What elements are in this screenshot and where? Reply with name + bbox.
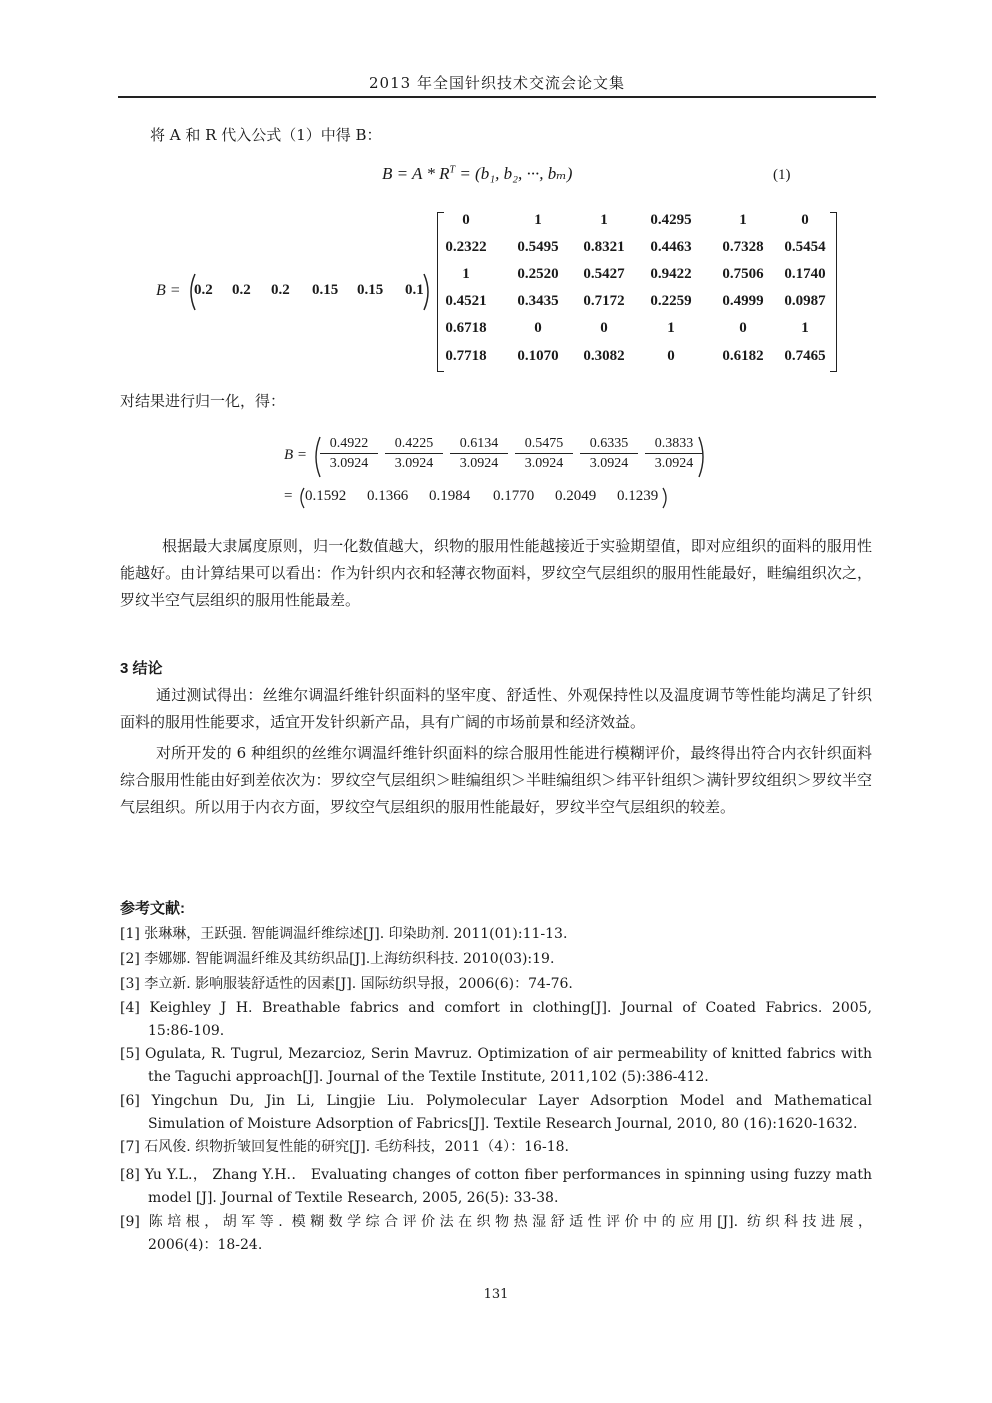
fraction-numerator: 0.4225 [385,436,443,454]
fraction-numerator: 0.4922 [320,436,378,454]
matrix-cell: 0.6718 [445,320,487,336]
reference-continuation: Simulation of Moisture Adsorption of Fabrics[J]. Textile Research Journal, 2010, 80 (16):1620-1632. [148,1116,858,1132]
reference-item [120,1136,872,1159]
matrix-cell: 0.1740 [784,266,826,282]
row-vector-entry: 0.2 [194,282,213,298]
fraction-numerator: 0.6134 [450,436,508,454]
reference-text: [4] Keighley J H. Breathable fabrics and comfort in clothing[J]. Journal of Coated Fabrics. 2005, [120,1000,872,1016]
reference-item [120,948,872,971]
normalize-intro: 对结果进行归一化，得： [120,392,286,410]
fraction-denominator: 3.0924 [459,456,499,471]
reference-text: [6] Yingchun Du, Jin Li, Lingjie Liu. Polymolecular Layer Adsorption Model and Mathematical [120,1093,872,1109]
matrix-cell: 1 [801,320,809,336]
reference-text: [3] 李立新. 影响服装舒适性的因素[J]. 国际纺织导报，2006(6)：74-76. [120,976,573,992]
reference-text: [8] Yu Y.L.， Zhang Y.H.． Evaluating changes of cotton fiber performances in spinning using fuzzy math [120,1167,872,1183]
matrix-cell: 0.5454 [784,239,826,255]
matrix-cell: 0.3435 [517,293,559,309]
result-value: 0.1984 [429,488,471,504]
matrix-cell: 0.7465 [784,348,826,364]
matrix-cell: 0.0987 [784,293,826,309]
matrix-cell: 0.2322 [445,239,487,255]
reference-text: [9] 陈培根，胡军等. 模糊数学综合评价法在织物热湿舒适性评价中的应用[J]. 纺织科技进展， [120,1214,872,1230]
matrix-cell: 0 [600,320,608,336]
matrix-cell: 0 [739,320,747,336]
matrix-cell: 1 [600,212,608,228]
matrix-cell: 0.4999 [722,293,764,309]
matrix-eq-lhs: B = [156,282,181,299]
result-value: 0.1366 [367,488,409,504]
matrix-cell: 0.5495 [517,239,559,255]
fraction [385,436,443,472]
result-right-paren [661,486,671,510]
matrix-cell: 0.1070 [517,348,559,364]
fraction [450,436,508,472]
matrix-cell: 0.6182 [722,348,764,364]
formula-1-lhs: B = A * R [382,164,450,183]
reference-continuation: model [J]. Journal of Textile Research, 2005, 26(5): 33-38. [148,1190,559,1206]
matrix-cell: 0 [534,320,542,336]
matrix-cell: 0.7172 [583,293,625,309]
fraction-numerator: 0.5475 [515,436,573,454]
section-3-heading: 3 结论 [120,660,163,677]
matrix-cell: 0.9422 [650,266,692,282]
row-vector-entry: 0.15 [312,282,339,298]
matrix-cell: 0.4521 [445,293,487,309]
reference-continuation: 2006(4)：18-24. [148,1237,263,1253]
reference-text: [5] Ogulata, R. Tugrul, Mezarcioz, Serin Mavruz. Optimization of air permeability of knitted fabrics with [120,1046,872,1062]
reference-item [120,1090,872,1136]
matrix-cell: 0.4463 [650,239,692,255]
fraction-denominator: 3.0924 [654,456,694,471]
references-heading: 参考文献: [120,900,185,917]
fraction-denominator: 3.0924 [524,456,564,471]
matrix-cell: 0.7718 [445,348,487,364]
reference-item [120,1211,872,1257]
formula-1-number: (1) [773,167,791,183]
fraction-denominator: 3.0924 [329,456,369,471]
formula-1-sup: T [449,164,456,176]
matrix-cell: 1 [739,212,747,228]
reference-text: [1] 张琳琳，王跃强. 智能调温纤维综述[J]. 印染助剂. 2011(01):11-13. [120,926,568,942]
result-value: 0.1592 [305,488,347,504]
row-vector-entry: 0.2 [232,282,251,298]
matrix-cell: 0 [462,212,470,228]
reference-text: [2] 李娜娜. 智能调温纤维及其纺织品[J].上海纺织科技. 2010(03):19. [120,951,555,967]
fraction-numerator: 0.3833 [645,436,703,454]
reference-item [120,923,872,946]
conclusion-paragraph-2: 对所开发的 6 种组织的丝维尔调温纤维针织面料的综合服用性能进行模糊评价，最终得出符合内衣针织面料综合服用性能由好到差依次为：罗纹空气层组织＞畦编组织＞半畦编组织＞纬平针组织＞满针罗纹组织＞罗纹半空气层组织。所以用于内衣方面，罗纹空气层组织的服用性能最好，罗纹半空气层组织的较差。 [120,744,872,816]
matrix-cell: 0.7506 [722,266,764,282]
conclusion-paragraph-1: 通过测试得出：丝维尔调温纤维针织面料的坚牢度、舒适性、外观保持性以及温度调节等性能均满足了针织面料的服用性能要求，适宜开发针织新产品，具有广阔的市场前景和经济效益。 [120,686,872,731]
reference-item [120,1043,872,1089]
header-rule [118,96,876,98]
page-number: 131 [483,1287,509,1302]
result-value: 0.1239 [617,488,659,504]
fraction [645,436,703,472]
result-paragraph: 根据最大隶属度原则，归一化数值越大，织物的服用性能越接近于实验期望值，即对应组织的面料的服用性能越好。由计算结果可以看出：作为针织内衣和轻薄衣物面料，罗纹空气层组织的服用性能最好，畦编组织次之，罗纹半空气层组织的服用性能最差。 [120,537,872,609]
reference-text: [7] 石风俊. 织物折皱回复性能的研究[J]. 毛纺科技，2011（4）：16-18. [120,1139,569,1155]
matrix-cell: 0.3082 [583,348,625,364]
normalized-lhs: B = [284,447,308,463]
matrix-cell: 1 [462,266,470,282]
matrix-cell: 0.7328 [722,239,764,255]
fraction-denominator: 3.0924 [589,456,629,471]
matrix-cell: 0.5427 [583,266,625,282]
reference-item [120,997,872,1043]
normalized-eq2: = [284,488,293,504]
formula-1 [382,164,572,184]
intro-line: 将 A 和 R 代入公式（1）中得 B： [150,126,382,144]
matrix-cell: 0.2259 [650,293,692,309]
result-value: 0.1770 [493,488,535,504]
reference-continuation: 15:86-109. [148,1023,225,1039]
fraction [515,436,573,472]
matrix-cell: 1 [534,212,542,228]
matrix-cell: 0.4295 [650,212,692,228]
formula-1-rhs: = (b₁, b₂, ···, bₘ) [455,164,573,183]
fraction-numerator: 0.6335 [580,436,638,454]
matrix-cell: 0.8321 [583,239,625,255]
fraction-denominator: 3.0924 [394,456,434,471]
result-value: 0.2049 [555,488,597,504]
reference-continuation: the Taguchi approach[J]. Journal of the Textile Institute, 2011,102 (5):386-412. [148,1069,709,1085]
fraction [580,436,638,472]
matrix-cell: 0.2520 [517,266,559,282]
row-vector-entry: 0.2 [271,282,290,298]
reference-item [120,973,872,996]
matrix-cell: 0 [667,348,675,364]
running-header: 2013 年全国针织技术交流会论文集 [369,74,625,92]
reference-item [120,1164,872,1210]
row-vector-entry: 0.1 [405,282,424,298]
fraction [320,436,378,472]
matrix-cell: 0 [801,212,809,228]
matrix-cell: 1 [667,320,675,336]
row-vector-entry: 0.15 [357,282,384,298]
